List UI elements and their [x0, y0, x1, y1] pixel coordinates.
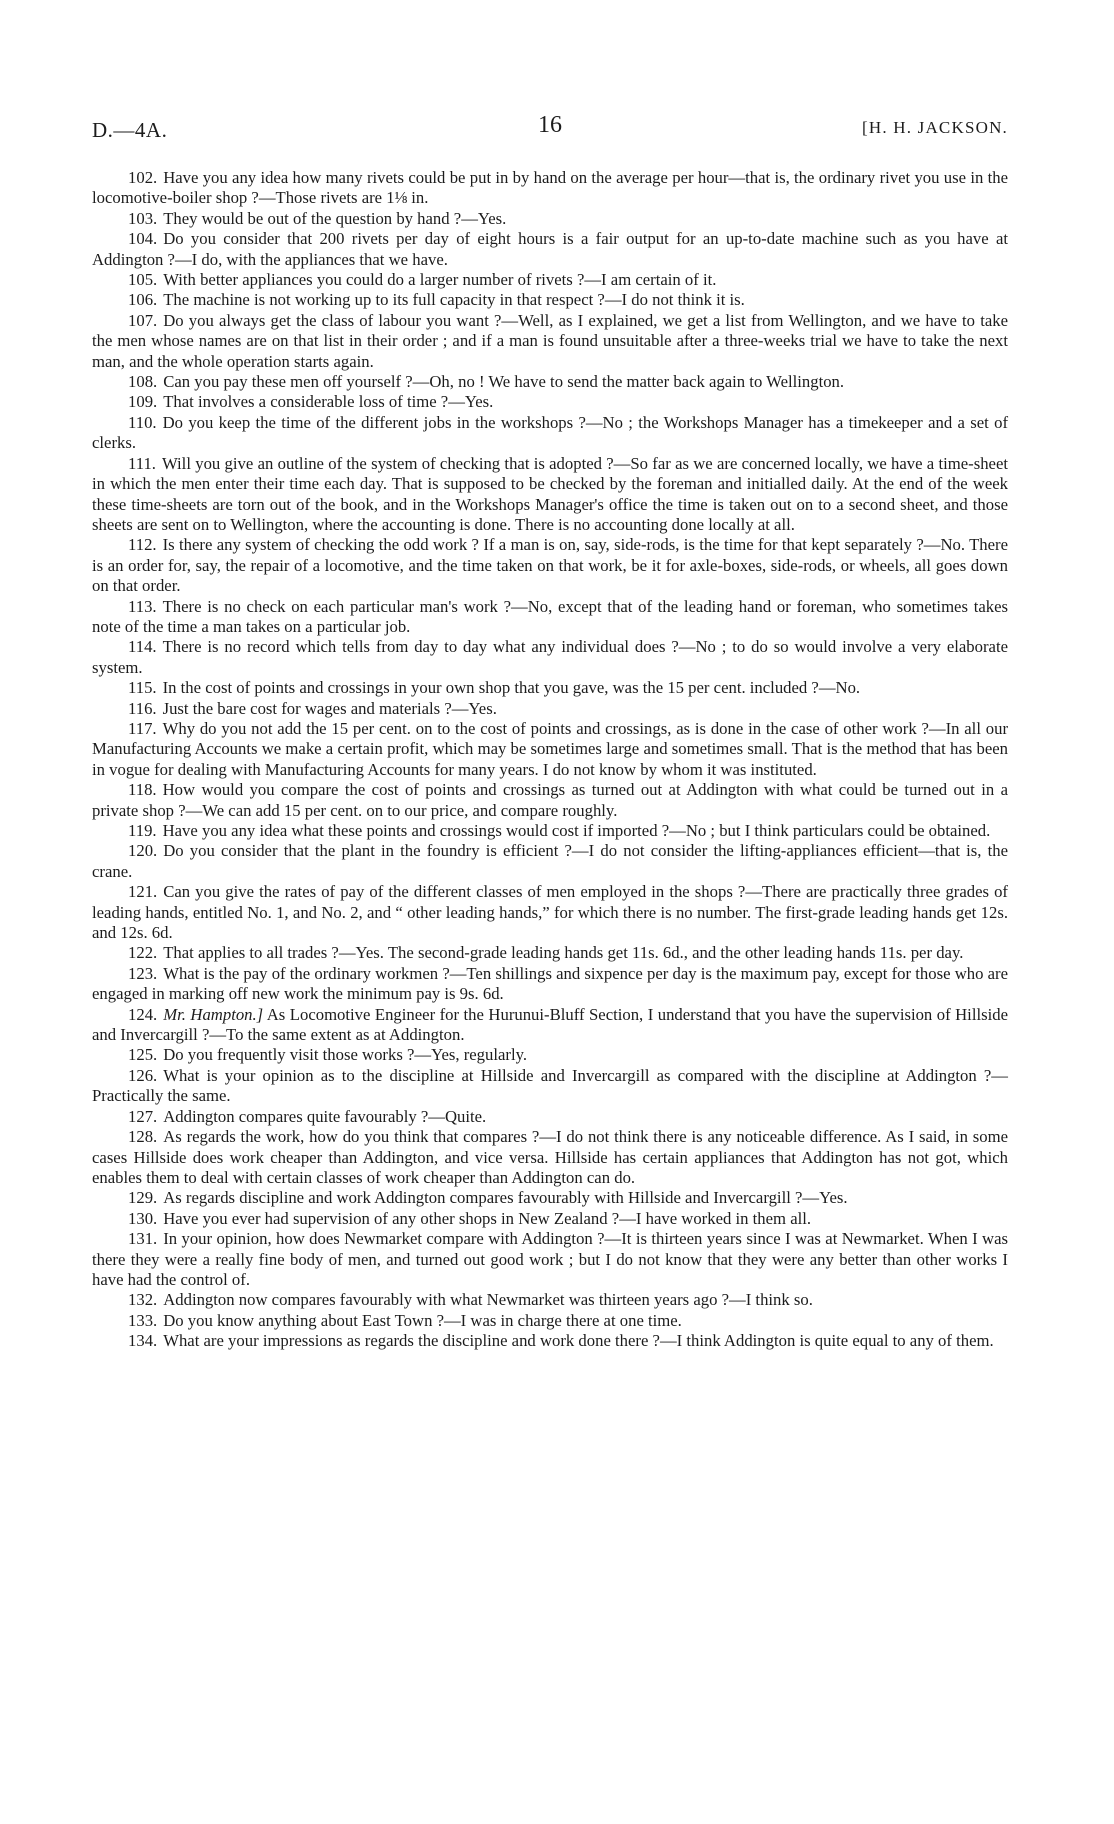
- question-number: 127.: [128, 1106, 158, 1126]
- question-number: 109.: [128, 392, 158, 412]
- testimony-paragraph: [92, 229, 1008, 270]
- question-number: 116.: [128, 698, 157, 718]
- testimony-paragraph: [92, 1331, 1008, 1351]
- question-number: 114.: [128, 637, 157, 657]
- testimony-paragraph: [92, 943, 1008, 963]
- paragraph-text: Have you ever had supervision of any other shops in New Zealand ?—I have worked in them all.: [163, 1208, 812, 1228]
- testimony-paragraph: [92, 290, 1008, 310]
- testimony-paragraph: [92, 699, 1008, 719]
- question-number: 133.: [128, 1310, 158, 1330]
- testimony-paragraph: [92, 678, 1008, 698]
- question-number: 125.: [128, 1045, 158, 1065]
- paragraph-text: Just the bare cost for wages and materials ?—Yes.: [162, 698, 497, 718]
- question-number: 106.: [128, 290, 158, 310]
- paragraph-text: What is the pay of the ordinary workmen ?—Ten shillings and sixpence per day is the maximum pay, except for those who are engaged in marking off new work the minimum pay is 9s. 6d.: [92, 963, 1008, 1004]
- paragraph-text: Have you any idea what these points and crossings would cost if imported ?—No ; but I think particulars could be obtained.: [162, 821, 991, 840]
- question-number: 108.: [128, 372, 158, 392]
- testimony-paragraph: [92, 780, 1008, 821]
- question-number: 107.: [128, 310, 158, 330]
- paragraph-text: As Locomotive Engineer for the Hurunui-Bluff Section, I understand that you have the supervision of Hillside and Invercargill ?—To the same extent as at Addington.: [92, 1004, 1008, 1045]
- paragraph-text: The machine is not working up to its full capacity in that respect ?—I do not think it is.: [163, 290, 745, 310]
- question-number: 103.: [128, 208, 158, 228]
- question-number: 117.: [128, 718, 157, 738]
- question-number: 102.: [128, 168, 158, 187]
- paragraph-text: With better appliances you could do a larger number of rivets ?—I am certain of it.: [163, 270, 717, 290]
- paragraph-text: Do you consider that 200 rivets per day of eight hours is a fair output for an up-to-date machine such as you have at Addington ?—I do, with the appliances that we have.: [92, 229, 1008, 269]
- testimony-paragraph: [92, 821, 1008, 841]
- paragraph-text: There is no check on each particular man's work ?—No, except that of the leading hand or foreman, who sometimes takes note of the time a man takes on a particular job.: [92, 596, 1008, 636]
- paragraph-text: Do you frequently visit those works ?—Yes, regularly.: [163, 1045, 528, 1065]
- testimony-paragraph: [92, 535, 1008, 596]
- testimony-paragraph: [92, 1127, 1008, 1188]
- testimony-paragraph: [92, 1045, 1008, 1065]
- question-number: 118.: [128, 780, 157, 800]
- question-number: 129.: [128, 1188, 158, 1208]
- testimony-body: [92, 168, 1008, 1352]
- question-number: 134.: [128, 1331, 158, 1351]
- paragraph-text: Do you keep the time of the different jobs in the workshops ?—No ; the Workshops Manager has a timekeeper and a set of clerks.: [92, 412, 1008, 453]
- paragraph-text: They would be out of the question by hand ?—Yes.: [163, 208, 507, 228]
- paragraph-text: Can you pay these men off yourself ?—Oh, no ! We have to send the matter back again to Wellington.: [163, 372, 845, 392]
- paragraph-text: That applies to all trades ?—Yes. The second-grade leading hands get 11s. 6d., and the other leading hands 11s. per day.: [163, 943, 964, 963]
- question-number: 121.: [128, 882, 158, 902]
- testimony-paragraph: [92, 882, 1008, 943]
- question-number: 110.: [128, 412, 157, 432]
- testimony-paragraph: [92, 841, 1008, 882]
- paragraph-text: Have you any idea how many rivets could be put in by hand on the average per hour—that is, the ordinary rivet you use in the locomotive-boiler shop ?—Those rivets are 1⅛ in.: [92, 168, 1008, 208]
- question-number: 123.: [128, 963, 158, 983]
- question-number: 124.: [128, 1004, 158, 1024]
- testimony-paragraph: [92, 454, 1008, 536]
- paragraph-text: How would you compare the cost of points and crossings as turned out at Addington with what could be turned out in a private shop ?—We can add 15 per cent. on to our price, and compare roughly.: [92, 780, 1008, 820]
- witness-name: [H. H. JACKSON.: [862, 118, 1008, 137]
- paragraph-text: What is your opinion as to the discipline at Hillside and Invercargill as compared with the discipline at Addington ?—Practically the same.: [92, 1065, 1008, 1106]
- speaker-prefix: Mr. Hampton.]: [163, 1004, 264, 1024]
- question-number: 115.: [128, 678, 157, 698]
- question-number: 104.: [128, 229, 158, 249]
- testimony-paragraph: [92, 1188, 1008, 1208]
- paragraph-text: Do you know anything about East Town ?—I was in charge there at one time.: [163, 1310, 682, 1330]
- question-number: 131.: [128, 1229, 158, 1249]
- testimony-paragraph: [92, 1229, 1008, 1290]
- testimony-paragraph: [92, 392, 1008, 412]
- testimony-paragraph: [92, 597, 1008, 638]
- testimony-paragraph: [92, 1209, 1008, 1229]
- document-reference: D.—4A.: [92, 118, 168, 142]
- paragraph-text: Can you give the rates of pay of the different classes of men employed in the shops ?—There are practically three grades of leading hands, entitled No. 1, and No. 2, and “ other leading hands,” for which there is no number. The first-grade leading hands get 12s. and 12s. 6d.: [92, 882, 1008, 943]
- testimony-paragraph: [92, 1290, 1008, 1310]
- testimony-paragraph: [92, 270, 1008, 290]
- question-number: 119.: [128, 821, 157, 840]
- paragraph-text: In the cost of points and crossings in your own shop that you gave, was the 15 per cent. included ?—No.: [162, 678, 861, 698]
- testimony-paragraph: [92, 311, 1008, 372]
- question-number: 132.: [128, 1290, 158, 1310]
- question-number: 130.: [128, 1208, 158, 1228]
- testimony-paragraph: [92, 372, 1008, 392]
- paragraph-text: In your opinion, how does Newmarket compare with Addington ?—It is thirteen years since I was at Newmarket. When I was there they were a really fine body of men, and turned out good work ; but I do not know that they were any better than other works I have had the control of.: [92, 1229, 1008, 1289]
- paragraph-text: That involves a considerable loss of time ?—Yes.: [163, 392, 494, 412]
- question-number: 111.: [128, 453, 156, 473]
- testimony-paragraph: [92, 1311, 1008, 1331]
- testimony-paragraph: [92, 413, 1008, 454]
- paragraph-text: What are your impressions as regards the discipline and work done there ?—I think Addington is quite equal to any of them.: [163, 1331, 994, 1351]
- paragraph-text: Addington now compares favourably with what Newmarket was thirteen years ago ?—I think so.: [163, 1290, 813, 1310]
- question-number: 128.: [128, 1127, 158, 1147]
- paragraph-text: Is there any system of checking the odd work ? If a man is on, say, side-rods, is the time for that kept separately ?—No. There is an order for, say, the repair of a locomotive, and the time taken on that work, be it for axle-boxes, side-rods, or wheels, all goes down on that order.: [92, 535, 1008, 596]
- paragraph-text: Will you give an outline of the system of checking that is adopted ?—So far as we are concerned locally, we have a time-sheet in which the men enter their time each day. That is supposed to be checked by the foreman and initialled daily. At the end of the week these time-sheets are torn out of the book, and in the Workshops Manager's office the time is taken out on to a second sheet, and those sheets are sent on to Wellington, where the accounting is done. There is no accounting done locally at all.: [92, 453, 1008, 534]
- testimony-paragraph: [92, 637, 1008, 678]
- document-page: [92, 110, 1008, 1352]
- question-number: 105.: [128, 270, 158, 290]
- testimony-paragraph: [92, 1005, 1008, 1046]
- question-number: 113.: [128, 596, 157, 616]
- testimony-paragraph: [92, 964, 1008, 1005]
- testimony-paragraph: [92, 209, 1008, 229]
- paragraph-text: Addington compares quite favourably ?—Quite.: [163, 1106, 487, 1126]
- testimony-paragraph: [92, 1066, 1008, 1107]
- paragraph-text: Do you always get the class of labour you want ?—Well, as I explained, we get a list from Wellington, and we have to take the men whose names are on that list in their order ; and if a man is found unsuitable after a three-weeks trial we have to take the next man, and the whole operation starts again.: [92, 310, 1008, 371]
- testimony-paragraph: [92, 719, 1008, 780]
- question-number: 126.: [128, 1065, 158, 1085]
- paragraph-text: As regards the work, how do you think that compares ?—I do not think there is any noticeable difference. As I said, in some cases Hillside does work cheaper than Addington, and vice versa. Hillside has certain appliances that Addington has not got, which enables them to deal with certain classes of work cheaper than Addington can do.: [92, 1127, 1008, 1187]
- question-number: 112.: [128, 535, 157, 555]
- paragraph-text: Why do you not add the 15 per cent. on to the cost of points and crossings, as is done in the case of other work ?—In all our Manufacturing Accounts we make a certain profit, which may be sometimes large and sometimes small. That is the method that has been in vogue for dealing with Manufacturing Accounts for many years. I do not know by whom it was instituted.: [92, 718, 1008, 779]
- question-number: 122.: [128, 943, 158, 963]
- page-header: [92, 110, 1008, 150]
- testimony-paragraph: [92, 1107, 1008, 1127]
- page-number: 16: [538, 112, 562, 138]
- paragraph-text: There is no record which tells from day to day what any individual does ?—No ; to do so would involve a very elaborate system.: [92, 637, 1008, 677]
- paragraph-text: Do you consider that the plant in the foundry is efficient ?—I do not consider the lifting-appliances efficient—that is, the crane.: [92, 841, 1008, 881]
- testimony-paragraph: [92, 168, 1008, 209]
- question-number: 120.: [128, 841, 158, 861]
- paragraph-text: As regards discipline and work Addington compares favourably with Hillside and Invercargill ?—Yes.: [163, 1188, 848, 1208]
